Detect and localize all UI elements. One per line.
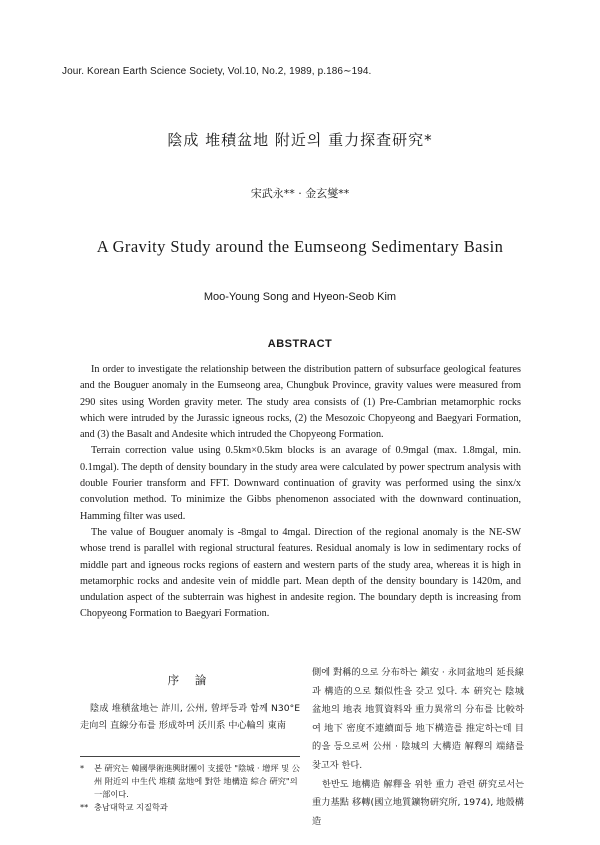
right-column [312,664,524,831]
intro-paragraph-right-2: 한반도 地構造 解釋을 위한 重力 관련 硏究로서는 重力基點 移轉(國立地質鑛物硏究所, 1974), 地殼構造 [312,778,524,827]
abstract-paragraph: Terrain correction value using 0.5km×0.5km blocks is an avarage of 0.9mgal (max. 1.8mgal, min. 0.1mgal). The depth of density boundary in the study area were calculated by power spectrum analysis with double Fourier transform and FFT. Downward continuation of gravity was performed using the sinx/x convolution method. To minimize the Gibbs phenomenon associated with the downward continuation, Hamming filter was used. [80,445,521,522]
footnote [80,762,302,801]
intro-paragraph-left: 陰成 堆積盆地는 詐川, 公州, 曾坪등과 함께 N30°E走向의 直線分布를 形成하며 沃川系 中心輪의 東南 [80,703,300,731]
section-heading: 序 論 [167,673,213,687]
intro-paragraph-right: 側에 對稱的으로 分布하는 鎭安 · 永同盆地의 延長線과 構造的으로 類似性을 갖고 있다. 本 硏究는 陰城盆地의 地表 地質資料와 重力異常의 分布를 比較하여 地下 密度不連續面등 地下構造를 推定하는데 目的을 등으로써 公州 · 陰城의 大構造 解釋의 端緖를 찾고자 한다. [312,667,524,771]
korean-title: 陰成 堆積盆地 附近의 重力探査研究* [167,131,433,149]
footnote-text: 본 硏究는 韓國學術進興財團이 支援한 "陰城 · 增坪 및 公州 附近의 中生代 堆積 盆地에 對한 地構造 綜合 硏究"의 一部이다. [94,763,300,799]
footnotes [80,762,302,814]
english-authors: Moo-Young Song and Hyeon-Seob Kim [203,291,397,303]
footnote-mark: ** [80,802,89,812]
footnote-mark: * [80,763,85,773]
abstract-paragraph: In order to investigate the relationship between the distribution pattern of subsurface geological features and the Bouguer anomaly in the Eumseong area, Chungbuk Province, gravity values were measured from 290 sites using Worden gravity meter. The study area consists of (1) Pre-Cambrian metamorphic rocks which were intruded by the Jurassic igneous rocks, (2) the Mesozoic Chopyeong and Baegyari Formation, and (3) the Basalt and Andesite which intruded the Chopyeong Formation. [80,364,521,441]
korean-authors: 宋武永** · 金玄燮** [250,187,350,200]
footnote [80,801,302,814]
abstract-heading: ABSTRACT [267,338,333,350]
footnote-text: 충남대학교 지질학과 [94,802,168,812]
footnote-divider [80,756,300,757]
english-title: A Gravity Study around the Eumseong Sedimentary Basin [96,237,504,256]
journal-citation: Jour. Korean Earth Science Society, Vol.10, No.2, 1989, p.186∼194. [62,66,372,77]
left-column [80,672,300,734]
abstract-paragraph: The value of Bouguer anomaly is -8mgal to 4mgal. Direction of the regional anomaly is the NE-SW whose trend is parallel with regional structural features. Residual anomaly is low in sedimentary rocks of middle part and igneous rocks regions of eastern and western parts of the study area, whereas it is high in metamorphic rocks and andesite vein of middle part. Mean depth of the density boundary is 1420m, and undulation aspect of the subterrain was highest in andesite region. The boundary depth is increasing from Chopyeong Formation to Baegyari Formation. [80,526,521,620]
abstract-body [80,362,521,623]
